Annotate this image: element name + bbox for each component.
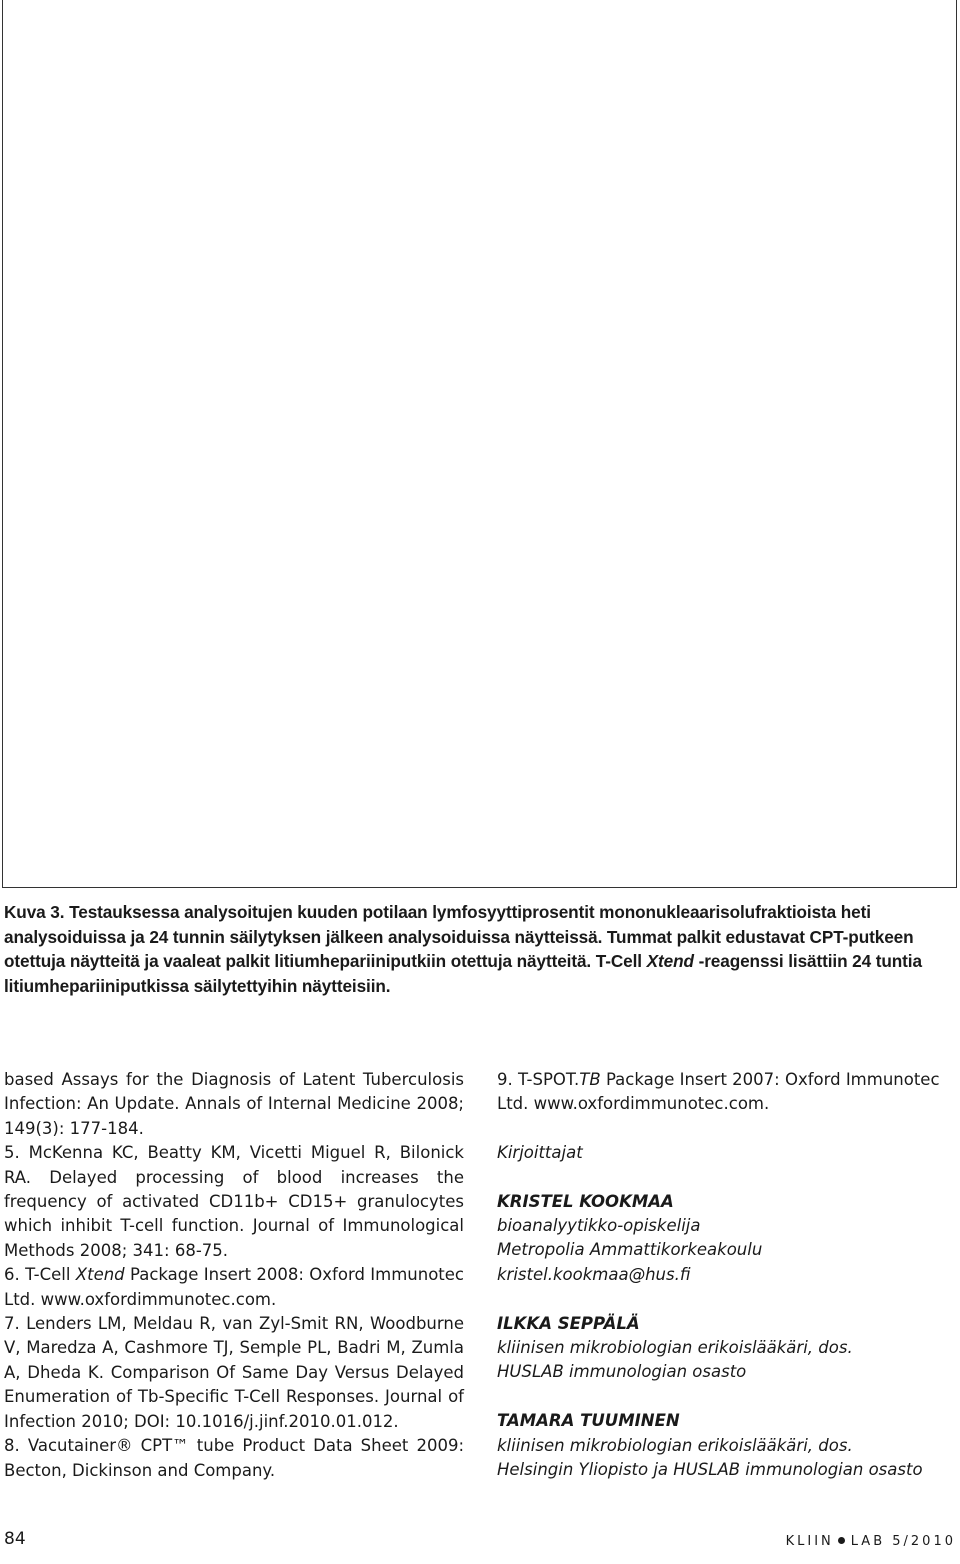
author-title: bioanalyytikko-opiskelija — [497, 1216, 701, 1236]
reference-9 — [497, 1068, 957, 1117]
author-name: TAMARA TUUMINEN — [497, 1411, 680, 1431]
author-block-2 — [497, 1312, 957, 1385]
author-block-3 — [497, 1409, 957, 1482]
reference-4-continued: based Assays for the Diagnosis of Latent Tuberculosis Infection: An Update. Annals of Internal Medicine 2008; 149(3): 177-184. — [4, 1070, 464, 1138]
caption-text-part1: Testauksessa analysoitujen kuuden potilaan lymfosyyttiprosentit mononukleaarisolufraktioista heti analysoiduissa ja 24 tunnin säilytyksen jälkeen analysoiduissa näytteissä. Tummat palkit edustavat CPT-putkeen otettuja näytteitä ja vaaleat palkit litiumhepariiniputkiin otettuja näytteitä. T-Cell — [4, 902, 914, 971]
author-email: kristel.kookmaa@hus.fi — [497, 1264, 691, 1284]
journal-name-left: KLIIN — [785, 1534, 834, 1549]
page-number: 84 — [4, 1529, 26, 1549]
author-affiliation: Helsingin Yliopisto ja HUSLAB immunologian osasto — [497, 1460, 923, 1480]
reference-9-part-b: Package Insert 2007: Oxford Immunotec Ltd. www.oxfordimmunotec.com. — [497, 1070, 940, 1114]
author-title: kliinisen mikrobiologian erikoislääkäri, dos. — [497, 1338, 853, 1358]
reference-6 — [4, 1263, 464, 1312]
author-affiliation: HUSLAB immunologian osasto — [497, 1362, 747, 1382]
reference-5: 5. McKenna KC, Beatty KM, Vicetti Miguel R, Bilonick RA. Delayed processing of blood increases the frequency of activated CD11b+ CD15+ granulocytes which inhibit T-cell function. Journal of Immunological Methods 2008; 341: 68-75. — [4, 1143, 464, 1260]
author-affiliation: Metropolia Ammattikorkeakoulu — [497, 1240, 763, 1260]
reference-8: 8. Vacutainer® CPT™ tube Product Data Sheet 2009: Becton, Dickinson and Company. — [4, 1436, 464, 1480]
reference-9-italic: TB — [579, 1070, 601, 1089]
reference-7: 7. Lenders LM, Meldau R, van Zyl-Smit RN, Woodburne V, Maredza A, Cashmore TJ, Semple PL, Badri M, Zumla A, Dheda K. Comparison Of Same Day Versus Delayed Enumeration of Tb-Specific T-Cell Responses. Journal of Infection 2010; DOI: 10.1016/j.jinf.2010.01.012. — [4, 1314, 464, 1431]
caption-text-part2: -reagenssi lisättiin 24 tuntia litiumhepariiniputkissa säilytettyihin näytteisiin. — [4, 951, 922, 996]
author-title: kliinisen mikrobiologian erikoislääkäri, dos. — [497, 1435, 853, 1455]
author-name: ILKKA SEPPÄLÄ — [497, 1313, 640, 1333]
authors-heading: Kirjoittajat — [497, 1143, 583, 1163]
right-column — [497, 1068, 957, 1507]
caption-label: Kuva 3. — [4, 902, 65, 922]
references-left-column — [4, 1068, 464, 1483]
caption-italic-term: Xtend — [646, 951, 694, 971]
journal-name-right: LAB 5/2010 — [850, 1534, 956, 1549]
author-name: KRISTEL KOOKMAA — [497, 1191, 674, 1211]
figure-image-area — [2, 0, 957, 888]
reference-9-part-a: 9. T-SPOT. — [497, 1070, 580, 1089]
figure-caption — [4, 900, 956, 998]
reference-6-italic: Xtend — [75, 1265, 125, 1285]
author-block-1 — [497, 1190, 957, 1288]
bullet-dot-icon — [838, 1537, 845, 1544]
reference-6-part-b: Package Insert 2008: Oxford Immunotec Ltd. www.oxfordimmunotec.com. — [4, 1265, 464, 1309]
reference-6-part-a: 6. T-Cell — [4, 1265, 76, 1285]
journal-footer — [786, 1534, 956, 1549]
